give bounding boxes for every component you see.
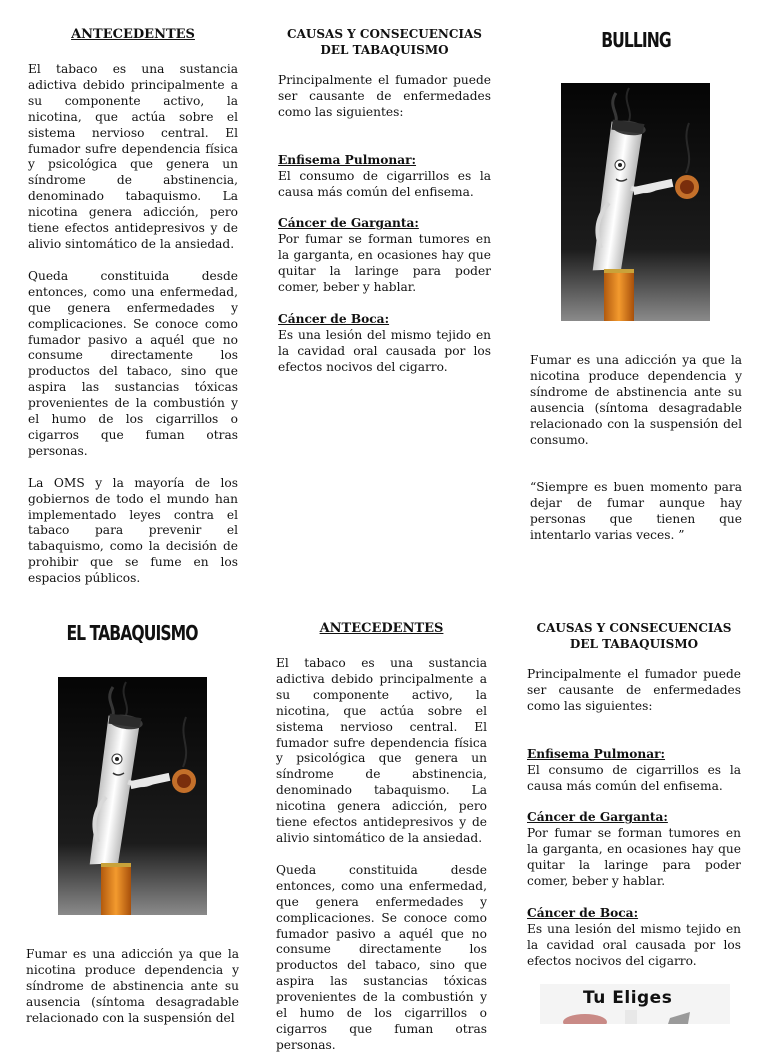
disease-title: Enfisema Pulmonar: bbox=[278, 152, 417, 167]
banner-text: Tu Eliges bbox=[583, 988, 673, 1008]
disease-text: Por fumar se forman tumores en la garganta, en ocasiones hay que quitar la laringe para poder comer, beber y hablar. bbox=[527, 826, 741, 889]
cigarette-illustration bbox=[561, 83, 710, 321]
section-heading: CAUSAS Y CONSECUENCIAS DEL TABAQUISMO bbox=[287, 27, 482, 57]
panel-bottom-middle bbox=[276, 621, 487, 1054]
disease-title: Cáncer de Boca: bbox=[278, 311, 390, 326]
intro-paragraph: Principalmente el fumador puede ser causante de enfermedades como las siguientes: bbox=[527, 667, 741, 713]
disease-text: El consumo de cigarrillos es la causa más común del enfisema. bbox=[527, 762, 741, 793]
panel-bottom-left-text bbox=[26, 947, 239, 1027]
paragraph: El tabaco es una sustancia adictiva debido principalmente a su componente activo, la nicotina, que actúa sobre el sistema nervioso central. El fumador sufre dependencia física y psicológica que genera un síndrome de abstinencia, denominado tabaquismo. La nicotina genera adicción, pero tiene efectos antidepresivos y de alivio sintomático de la ansiedad. bbox=[28, 62, 238, 251]
disease-title: Cáncer de Garganta: bbox=[527, 810, 668, 825]
cigarette-illustration-image bbox=[58, 677, 207, 915]
paragraph: El tabaco es una sustancia adictiva debido principalmente a su componente activo, la nicotina, que actúa sobre el sistema nervioso central. El fumador sufre dependencia física y psicológica que genera un síndrome de abstinencia, denominado tabaquismo. La nicotina genera adicción, pero tiene efectos antidepresivos y de alivio sintomático de la ansiedad. bbox=[276, 656, 487, 845]
quote: “Siempre es buen momento para dejar de fumar aunque hay personas que tienen que intentarlo varias veces. ” bbox=[530, 480, 742, 543]
paragraph: Queda constituida desde entonces, como una enfermedad, que genera enfermedades y complicaciones. Se conoce como fumador pasivo a aquél que no consume directamente los productos del tabaco, sino que aspira las sustancias tóxicas provenientes de la combustión y el humo de los cigarrillos o cigarros que fuman otras personas. bbox=[28, 268, 238, 458]
panel-top-right-text bbox=[530, 353, 742, 544]
panel-bottom-left bbox=[26, 621, 238, 645]
disease-text: Por fumar se forman tumores en la garganta, en ocasiones hay que quitar la laringe para poder comer, beber y hablar. bbox=[278, 232, 491, 295]
paragraph: Queda constituida desde entonces, como una enfermedad, que genera enfermedades y complicaciones. Se conoce como fumador pasivo a aquél que no consume directamente los productos del tabaco, sino que aspira las sustancias tóxicas provenientes de la combustión y el humo de los cigarrillos o cigarros que fuman otras personas. bbox=[276, 862, 487, 1052]
disease-text: Es una lesión del mismo tejido en la cavidad oral causada por los efectos nocivos del cigarro. bbox=[527, 921, 741, 968]
tu-eliges-banner bbox=[540, 984, 730, 1024]
panel-bottom-right bbox=[527, 620, 741, 970]
paragraph: Fumar es una adicción ya que la nicotina produce dependencia y síndrome de abstinencia ante su ausencia (síntoma desagradable relacionado con la suspensión del bbox=[26, 947, 239, 1025]
section-heading: EL TABAQUISMO bbox=[66, 621, 198, 645]
disease-title: Enfisema Pulmonar: bbox=[527, 746, 666, 761]
section-heading: CAUSAS Y CONSECUENCIAS DEL TABAQUISMO bbox=[536, 621, 732, 651]
panel-top-right bbox=[530, 28, 742, 52]
disease-title: Cáncer de Garganta: bbox=[278, 216, 419, 231]
disease-text: El consumo de cigarrillos es la causa más común del enfisema. bbox=[278, 168, 491, 199]
panel-top-left bbox=[28, 27, 238, 587]
disease-text: Es una lesión del mismo tejido en la cavidad oral causada por los efectos nocivos del cigarro. bbox=[278, 327, 491, 374]
paragraph: Fumar es una adicción ya que la nicotina produce dependencia y síndrome de abstinencia ante su ausencia (síntoma desagradable relacionado con la suspensión del consumo. bbox=[530, 353, 742, 447]
paragraph: La OMS y la mayoría de los gobiernos de todo el mundo han implementado leyes contra el tabaco para prevenir el tabaquismo, como la decisión de prohibir que se fume en los espacios públicos. bbox=[28, 475, 238, 586]
intro-paragraph: Principalmente el fumador puede ser causante de enfermedades como las siguientes: bbox=[278, 73, 491, 119]
section-heading: ANTECEDENTES bbox=[319, 621, 444, 636]
disease-title: Cáncer de Boca: bbox=[527, 905, 639, 920]
section-heading: ANTECEDENTES bbox=[71, 27, 195, 42]
panel-top-middle bbox=[278, 26, 491, 376]
banner-image bbox=[540, 984, 730, 1024]
cigarette-illustration bbox=[58, 677, 207, 915]
cigarette-illustration-image bbox=[561, 83, 710, 321]
section-heading: BULLING bbox=[601, 28, 671, 52]
